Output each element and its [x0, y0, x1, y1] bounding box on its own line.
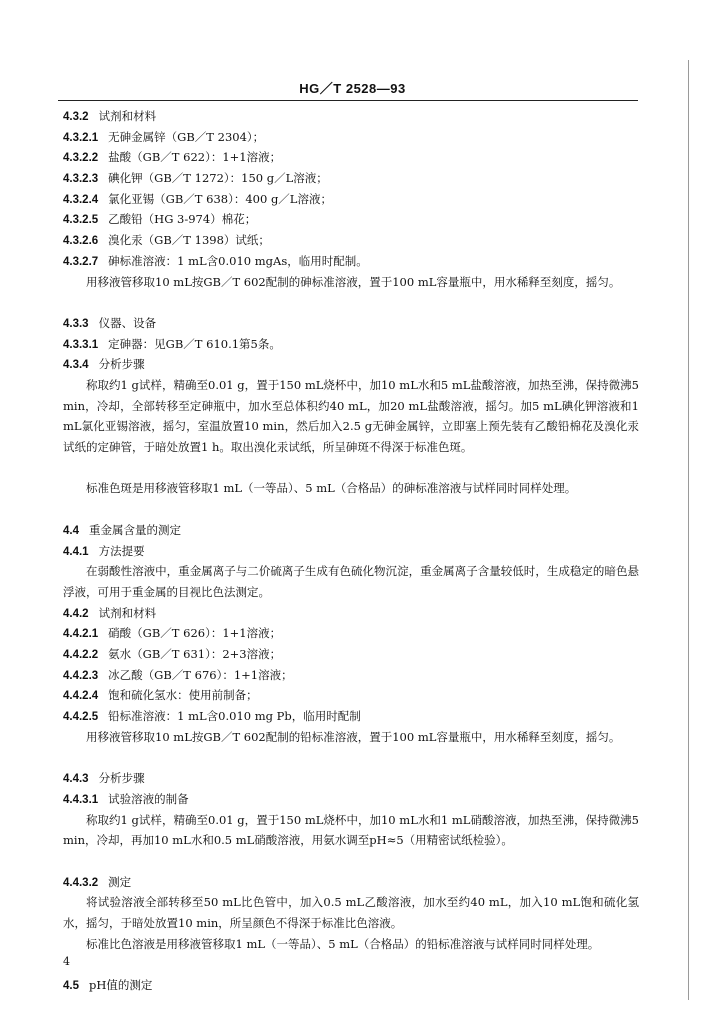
body-paragraph: 用移液管移取10 mL按GB／T 602配制的砷标准溶液，置于100 mL容量瓶中，用水稀释至刻度，摇匀。	[86, 274, 621, 289]
section-item	[63, 623, 639, 644]
section-number: 4.3.2	[63, 111, 89, 123]
section-item	[63, 520, 639, 541]
section-number: 4.3.3.1	[63, 338, 99, 351]
section-number: 4.4.2.2	[63, 648, 99, 661]
body-paragraph: 在弱酸性溶液中，重金属离子与二价硫离子生成有色硫化物沉淀，重金属离子含量较低时，生成稳定的暗色悬浮液，可用于重金属的目视比色法测定。	[63, 564, 639, 599]
section-item	[63, 147, 639, 168]
section-text: 试剂和材料	[98, 605, 157, 620]
section-text: 试剂和材料	[98, 109, 157, 123]
section-item	[63, 541, 639, 562]
section-number: 4.5	[63, 980, 79, 993]
section-text: 氨水（GB／T 631）：2+3溶液；	[108, 646, 282, 661]
section-number: 4.4.2.1	[63, 628, 99, 641]
section-number: 4.4.2	[63, 607, 89, 620]
section-number: 4.3.3	[63, 317, 89, 330]
section-text: 分析步骤	[98, 771, 145, 786]
section-item	[63, 789, 639, 810]
section-item	[63, 644, 639, 665]
section-item	[63, 706, 639, 727]
section-text: 碘化钾（GB／T 1272）：150 g／L溶液；	[108, 171, 328, 186]
section-item	[63, 251, 639, 272]
section-item	[63, 168, 639, 189]
page-header: HG／T 2528—93	[299, 81, 406, 96]
section-item	[63, 106, 639, 127]
section-item	[63, 685, 639, 706]
section-item	[63, 313, 639, 334]
section-number: 4.4.2.5	[63, 711, 99, 724]
section-number: 4.3.2.1	[63, 131, 99, 144]
section-item	[63, 189, 639, 210]
section-text: 重金属含量的测定	[89, 522, 181, 537]
section-text: 无砷金属锌（GB／T 2304）；	[108, 129, 265, 144]
section-item	[63, 603, 639, 624]
section-item	[63, 230, 639, 251]
section-text: 冰乙酸（GB／T 676）：1+1溶液；	[108, 667, 293, 682]
section-text: 乙酸铅（HG 3-974）棉花；	[108, 212, 257, 227]
section-item	[63, 127, 639, 148]
section-item	[63, 354, 639, 375]
scan-edge-line	[688, 60, 689, 1000]
section-number: 4.3.2.7	[63, 255, 99, 268]
section-number: 4.4	[63, 524, 79, 537]
section-item	[63, 665, 639, 686]
section-number: 4.3.2.3	[63, 173, 99, 186]
section-text: 试验溶液的制备	[108, 791, 189, 806]
section-number: 4.3.2.4	[63, 193, 99, 206]
section-text: 饱和硫化氢水：使用前制备；	[108, 688, 258, 703]
section-item	[63, 975, 639, 996]
section-number: 4.3.4	[63, 359, 89, 372]
section-number: 4.4.3.2	[63, 876, 99, 889]
section-item	[63, 872, 639, 893]
section-text: 氯化亚锡（GB／T 638）：400 g／L溶液；	[108, 191, 332, 206]
section-number: 4.3.2.2	[63, 152, 99, 165]
section-text: 分析步骤	[98, 357, 145, 372]
section-number: 4.4.3.1	[63, 793, 99, 806]
section-text: 方法提要	[98, 543, 145, 558]
body-paragraph: 标准色斑是用移液管移取1 mL（一等品）、5 mL（合格品）的砷标准溶液与试样同时同样处理。	[86, 481, 577, 496]
body-paragraph: 将试验溶液全部转移至50 mL比色管中，加入0.5 mL乙酸溶液，加水至约40 mL，加入10 mL饱和硫化氢水，摇匀，于暗处放置10 min，所呈颜色不得深于标准比色溶液。	[63, 895, 639, 930]
section-number: 4.4.3	[63, 773, 89, 786]
body-paragraph: 用移液管移取10 mL按GB／T 602配制的铅标准溶液，置于100 mL容量瓶中，用水稀释至刻度，摇匀。	[86, 729, 621, 744]
section-number: 4.4.1	[63, 545, 89, 558]
section-number: 4.3.2.5	[63, 214, 99, 227]
page-number: 4	[63, 955, 70, 968]
section-text: 硝酸（GB／T 626）：1+1溶液；	[108, 626, 282, 641]
section-text: 铅标准溶液：1 mL含0.010 mg Pb，临用时配制	[108, 709, 361, 724]
section-text: 盐酸（GB／T 622）：1+1溶液；	[108, 150, 282, 165]
section-text: 测定	[108, 874, 132, 889]
section-number: 4.3.2.6	[63, 235, 99, 248]
section-item	[63, 209, 639, 230]
section-text: 定砷器：见GB／T 610.1第5条。	[108, 336, 281, 351]
section-item	[63, 768, 639, 789]
section-number: 4.4.2.4	[63, 690, 99, 703]
section-text: 仪器、设备	[98, 315, 157, 330]
body-paragraph: 称取约1 g试样，精确至0.01 g，置于150 mL烧杯中，加10 mL水和5 mL盐酸溶液，加热至沸，保持微沸5 min，冷却，全部转移至定砷瓶中，加水至总体积约40 mL，加20 mL盐酸溶液，摇匀。加5 mL碘化钾溶液和1 mL氯化亚锡溶液，摇匀，室温放置10 min，然后加入2.5 g无砷金属锌，立即塞上预先装有乙酸铅棉花及溴化汞试纸的定砷管，于暗处放置1 h。取出溴化汞试纸，所呈砷斑不得深于标准色斑。	[63, 377, 639, 455]
section-item	[63, 334, 639, 355]
section-text: pH值的测定	[89, 978, 153, 993]
document-body	[63, 106, 639, 996]
header-rule	[58, 100, 638, 101]
body-paragraph: 称取约1 g试样，精确至0.01 g，置于150 mL烧杯中，加10 mL水和1 mL硝酸溶液，加热至沸，保持微沸5 min，冷却，再加10 mL水和0.5 mL硝酸溶液，用氨水调至pH≈5（用精密试纸检验）。	[63, 812, 639, 848]
body-paragraph: 标准比色溶液是用移液管移取1 mL（一等品）、5 mL（合格品）的铅标准溶液与试样同时同样处理。	[86, 936, 600, 951]
section-text: 砷标准溶液：1 mL含0.010 mgAs，临用时配制。	[108, 253, 368, 268]
section-text: 溴化汞（GB／T 1398）试纸；	[108, 233, 270, 248]
section-number: 4.4.2.3	[63, 669, 99, 682]
